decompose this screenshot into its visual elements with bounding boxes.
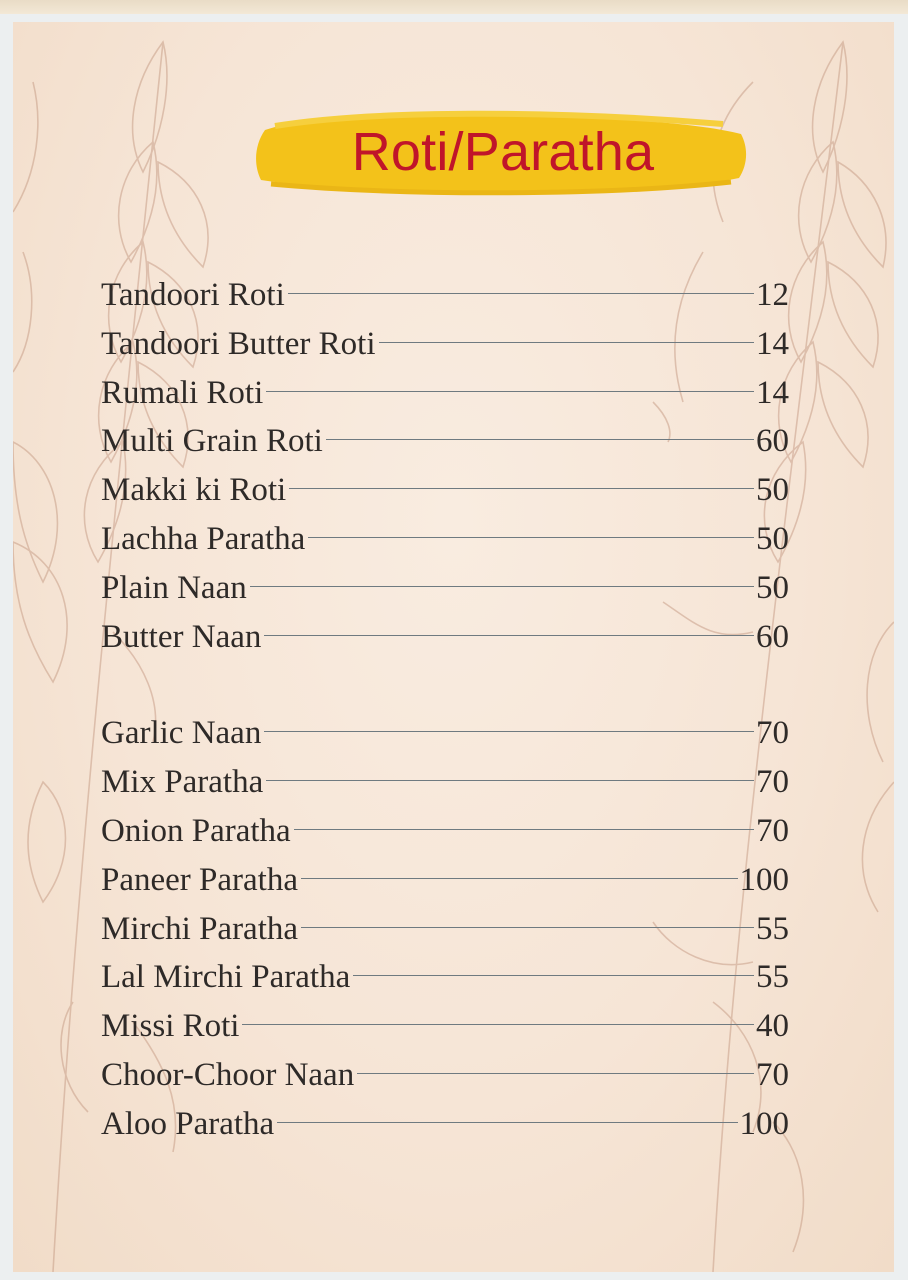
item-name: Rumali Roti xyxy=(101,374,264,411)
menu-item xyxy=(101,423,789,472)
item-name: Lachha Paratha xyxy=(101,520,306,557)
item-name: Aloo Paratha xyxy=(101,1105,275,1142)
leader-line xyxy=(301,878,738,879)
leader-line xyxy=(326,439,754,440)
menu-item xyxy=(101,911,789,960)
leader-line xyxy=(250,586,754,587)
item-price: 100 xyxy=(739,1105,789,1142)
item-name: Choor-Choor Naan xyxy=(101,1056,355,1093)
item-name: Mirchi Paratha xyxy=(101,910,299,947)
menu-page xyxy=(13,22,894,1272)
leader-line xyxy=(301,927,754,928)
item-price: 70 xyxy=(756,715,789,752)
menu-item xyxy=(101,1106,789,1155)
top-strip xyxy=(0,0,908,14)
item-name: Butter Naan xyxy=(101,618,262,655)
leader-line xyxy=(289,488,754,489)
item-name: Missi Roti xyxy=(101,1008,240,1045)
page-title: Roti/Paratha xyxy=(351,122,655,182)
leader-line xyxy=(264,731,754,732)
item-name: Onion Paratha xyxy=(101,812,291,849)
menu-item xyxy=(101,959,789,1008)
menu-item xyxy=(101,1057,789,1106)
menu-item xyxy=(101,1008,789,1057)
leader-line xyxy=(277,1122,737,1123)
item-name: Tandoori Butter Roti xyxy=(101,325,376,362)
item-price: 70 xyxy=(756,764,789,801)
title-banner xyxy=(253,104,753,200)
item-price: 50 xyxy=(756,472,789,509)
menu-item xyxy=(101,277,789,326)
item-price: 70 xyxy=(756,812,789,849)
item-price: 100 xyxy=(739,861,789,898)
menu-item xyxy=(101,521,789,570)
leader-line xyxy=(242,1024,754,1025)
menu-list xyxy=(101,277,789,1155)
menu-item xyxy=(101,715,789,764)
item-price: 14 xyxy=(756,325,789,362)
leader-line xyxy=(288,293,754,294)
leader-line xyxy=(264,635,754,636)
menu-item xyxy=(101,375,789,424)
leader-line xyxy=(294,829,754,830)
menu-item xyxy=(101,862,789,911)
leader-line xyxy=(353,975,754,976)
leader-line xyxy=(379,342,755,343)
menu-item xyxy=(101,472,789,521)
item-price: 50 xyxy=(756,569,789,606)
item-name: Mix Paratha xyxy=(101,764,264,801)
leader-line xyxy=(266,391,754,392)
menu-item xyxy=(101,326,789,375)
item-name: Plain Naan xyxy=(101,569,247,606)
item-name: Paneer Paratha xyxy=(101,861,298,898)
item-price: 40 xyxy=(756,1008,789,1045)
menu-item xyxy=(101,570,789,619)
leader-line xyxy=(308,537,754,538)
item-name: Lal Mirchi Paratha xyxy=(101,959,351,996)
item-price: 12 xyxy=(756,277,789,313)
menu-item xyxy=(101,813,789,862)
menu-item xyxy=(101,619,789,668)
item-price: 14 xyxy=(756,374,789,411)
item-price: 60 xyxy=(756,618,789,655)
item-price: 70 xyxy=(756,1056,789,1093)
leader-line xyxy=(266,780,754,781)
item-name: Tandoori Roti xyxy=(101,277,285,313)
item-name: Makki ki Roti xyxy=(101,472,287,509)
leader-line xyxy=(357,1073,754,1074)
item-name: Multi Grain Roti xyxy=(101,423,323,460)
item-price: 60 xyxy=(756,423,789,460)
menu-item xyxy=(101,764,789,813)
item-price: 55 xyxy=(756,959,789,996)
item-name: Garlic Naan xyxy=(101,715,262,752)
item-price: 50 xyxy=(756,520,789,557)
item-price: 55 xyxy=(756,910,789,947)
